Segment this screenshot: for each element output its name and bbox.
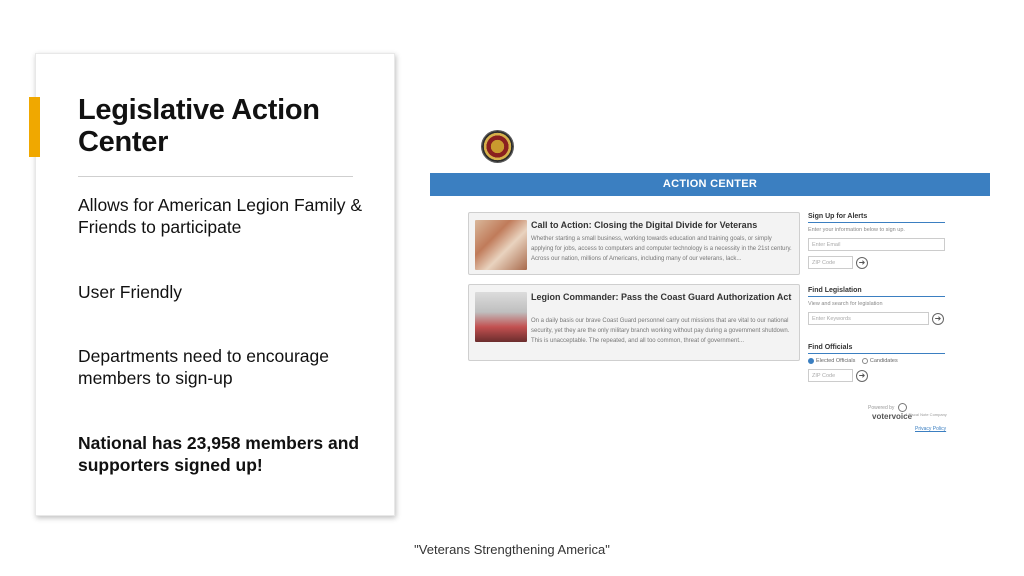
article-card[interactable] — [468, 284, 800, 361]
elected-officials-label[interactable]: Elected Officials — [816, 358, 856, 364]
alerts-submit-arrow-icon[interactable]: ➜ — [856, 257, 868, 269]
alerts-section — [808, 213, 945, 269]
slide-footer: "Veterans Strengthening America" — [414, 542, 610, 557]
legislation-search-arrow-icon[interactable]: ➜ — [932, 313, 944, 325]
bullet-participate: Allows for American Legion Family & Friends to participate — [78, 195, 362, 237]
article-thumbnail[interactable] — [475, 220, 527, 270]
slide-title: Legislative Action Center — [78, 94, 320, 158]
title-divider — [78, 176, 353, 177]
bullet-departments: Departments need to encourage members to sign-up — [78, 346, 329, 388]
alerts-description: Enter your information below to sign up. — [808, 227, 905, 233]
officials-heading: Find Officials — [808, 344, 945, 354]
legislation-description: View and search for legislation — [808, 301, 883, 307]
legislation-heading: Find Legislation — [808, 287, 945, 297]
article-card[interactable] — [468, 212, 800, 275]
article-summary: On a daily basis our brave Coast Guard personnel carry out missions that are vital to our national security, yet they are the only military branch working without pay during a government shutdown. This is unacceptable. The repeated, and all too common, threat of government... — [531, 318, 790, 344]
keywords-input[interactable]: Enter Keywords — [808, 312, 929, 325]
vendor-subtitle: A Fiscal Note Company — [905, 412, 947, 417]
officials-submit-arrow-icon[interactable]: ➜ — [856, 370, 868, 382]
article-title[interactable]: Legion Commander: Pass the Coast Guard Authorization Act — [531, 292, 792, 302]
article-title[interactable]: Call to Action: Closing the Digital Divide for Veterans — [531, 220, 758, 230]
bullet-user-friendly: User Friendly — [78, 282, 183, 302]
alerts-zip-input[interactable]: ZIP Code — [808, 256, 853, 269]
bullet-national-members: National has 23,958 members and supporters signed up! — [78, 433, 360, 475]
action-center-banner: ACTION CENTER — [430, 173, 990, 196]
alerts-heading: Sign Up for Alerts — [808, 213, 945, 223]
email-input[interactable]: Enter Email — [808, 238, 945, 251]
article-thumbnail[interactable] — [475, 292, 527, 342]
powered-by-label: Powered by — [868, 404, 895, 411]
privacy-policy-link[interactable]: Privacy Policy — [915, 426, 947, 432]
officials-section — [808, 344, 945, 383]
votervoice-logo: votervoice — [872, 412, 913, 421]
officials-zip-input[interactable]: ZIP Code — [808, 369, 853, 382]
candidates-radio[interactable] — [862, 358, 868, 364]
candidates-label[interactable]: Candidates — [869, 358, 898, 364]
legislation-section — [808, 287, 945, 325]
accent-bar — [29, 97, 40, 157]
votervoice-logo-icon — [898, 403, 907, 412]
legion-emblem-icon — [482, 131, 513, 162]
article-summary: Whether starting a small business, working towards education and training goals, or simply applying for jobs, access to computers and computer technology is a necessity in the 21st century. Across our nation, millions of Americans, including many of our veterans, lack... — [531, 236, 792, 262]
elected-officials-radio[interactable] — [808, 358, 814, 364]
